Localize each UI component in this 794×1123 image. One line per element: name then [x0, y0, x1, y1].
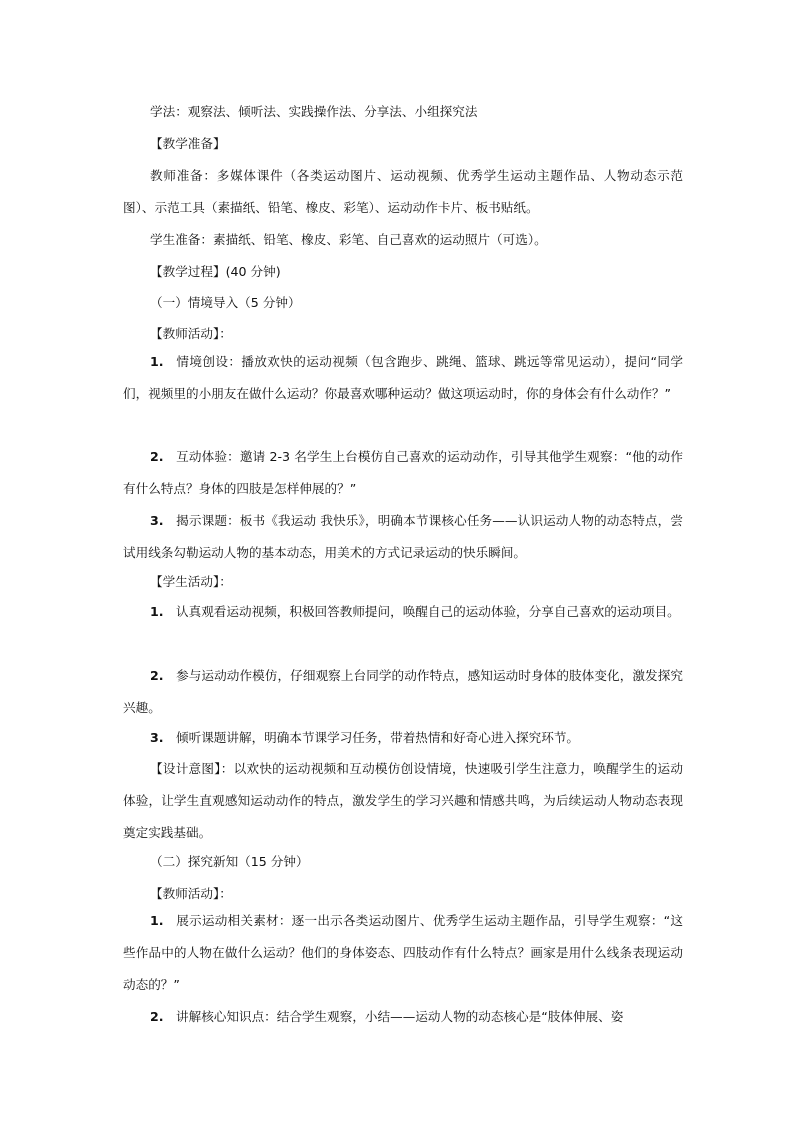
heading-teaching-prep: 【教学准备】: [150, 136, 226, 151]
item-text: 情境创设：播放欢快的运动视频（包含跑步、跳绳、篮球、跳远等常见运动），提问“同学们，视频里的小朋友在做什么运动？你最喜欢哪种运动？做这项运动时，你的身体会有什么动作？”: [123, 354, 683, 401]
student-activity-1-item-3: [123, 722, 683, 754]
item-number: 1.: [150, 604, 164, 619]
heading-student-activity-1: 【学生活动】：: [150, 574, 232, 589]
item-number: 1.: [150, 354, 164, 369]
item-number: 2.: [150, 668, 164, 683]
item-text: 参与运动动作模仿，仔细观察上台同学的动作特点，感知运动时身体的肢体变化，激发探究兴趣。: [123, 668, 683, 715]
item-number: 3.: [150, 513, 164, 528]
teacher-activity-2-item-2: [123, 1001, 683, 1033]
design-intent-text: 【设计意图】：以欢快的运动视频和互动模仿创设情境，快速吸引学生注意力，唤醒学生的运动体验，让学生直观感知运动动作的特点，激发学生的学习兴趣和情感共鸣，为后续运动人物动态表现奠定实践基础。: [123, 761, 683, 840]
teacher-activity-1-item-3: [123, 505, 683, 569]
heading-teaching-process: 【教学过程】(40 分钟): [150, 264, 281, 279]
heading-part-1: （一）情境导入（5 分钟）: [150, 295, 301, 310]
student-activity-1-item-2: [123, 660, 683, 724]
teacher-activity-1-item-1: [123, 346, 683, 410]
item-text: 互动体验：邀请 2-3 名学生上台模仿自己喜欢的运动动作，引导其他学生观察：“他的动作有什么特点？身体的四肢是怎样伸展的？”: [123, 449, 683, 496]
item-text: 揭示课题：板书《我运动 我快乐》，明确本节课核心任务——认识运动人物的动态特点，尝试用线条勾勒运动人物的基本动态，用美术的方式记录运动的快乐瞬间。: [123, 513, 683, 560]
teacher-activity-2-item-1: [123, 905, 683, 1001]
item-number: 2.: [150, 1009, 164, 1024]
item-text: 倾听课题讲解，明确本节课学习任务，带着热情和好奇心进入探究环节。: [176, 730, 579, 745]
student-activity-1-item-1: [123, 596, 683, 628]
heading-part-2: （二）探究新知（15 分钟）: [150, 854, 309, 869]
heading-teacher-activity-1: 【教师活动】：: [150, 326, 232, 341]
teacher-prep-text: 教师准备：多媒体课件（各类运动图片、运动视频、优秀学生运动主题作品、人物动态示范图）、示范工具（素描纸、铅笔、橡皮、彩笔）、运动动作卡片、板书贴纸。: [123, 168, 683, 215]
item-number: 3.: [150, 730, 164, 745]
learning-methods-text: 学法：观察法、倾听法、实践操作法、分享法、小组探究法: [150, 104, 478, 119]
item-text: 展示运动相关素材：逐一出示各类运动图片、优秀学生运动主题作品，引导学生观察：“这些作品中的人物在做什么运动？他们的身体姿态、四肢动作有什么特点？画家是用什么线条表现运动动态的？”: [123, 913, 683, 992]
item-number: 2.: [150, 449, 164, 464]
item-number: 1.: [150, 913, 164, 928]
item-text: 讲解核心知识点：结合学生观察，小结——运动人物的动态核心是“肢体伸展、姿: [176, 1009, 624, 1024]
teacher-activity-1-item-2: [123, 441, 683, 505]
item-text: 认真观看运动视频，积极回答教师提问，唤醒自己的运动体验，分享自己喜欢的运动项目。: [176, 604, 680, 619]
heading-teacher-activity-2: 【教师活动】：: [150, 886, 232, 901]
student-prep-text: 学生准备：素描纸、铅笔、橡皮、彩笔、自己喜欢的运动照片（可选）。: [150, 232, 547, 247]
